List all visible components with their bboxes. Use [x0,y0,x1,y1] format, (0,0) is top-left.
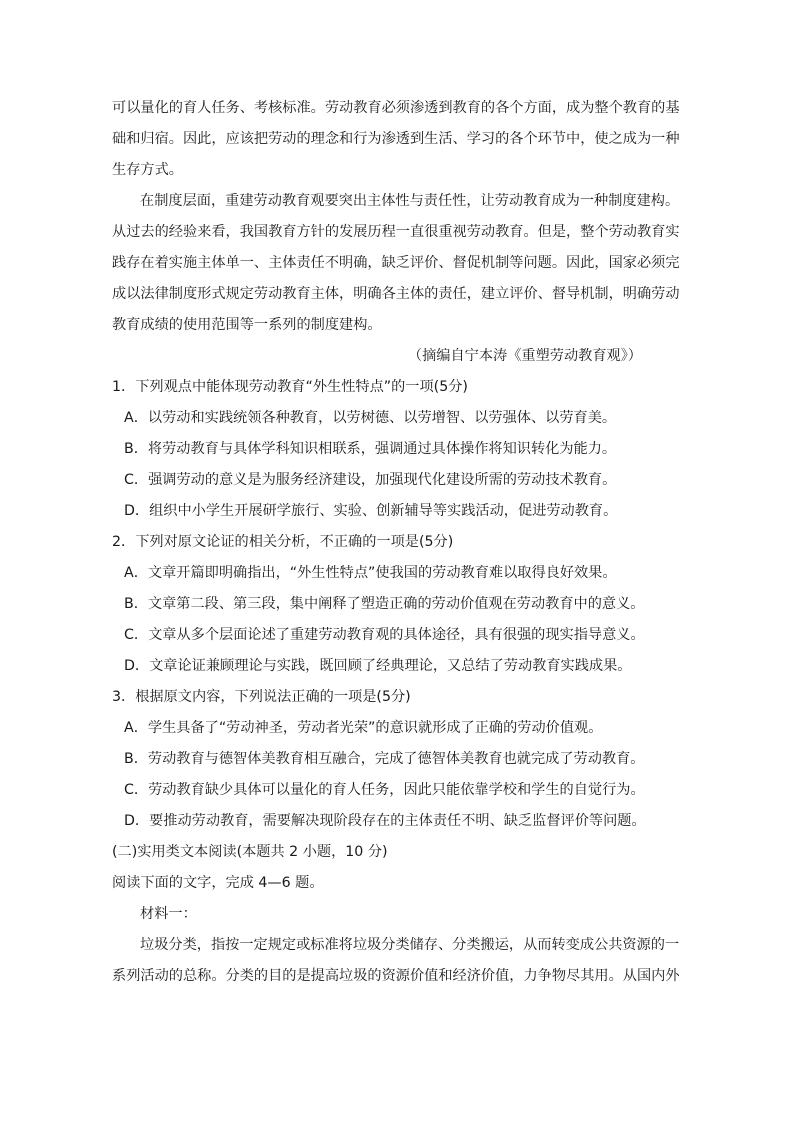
passage-line: 从过去的经验来看，我国教育方针的发展历程一直很重视劳动教育。但是，整个劳动教育实 [112,224,680,240]
passage-line: 生存方式。 [112,162,183,178]
passage-line: 教育成绩的使用范围等一系列的制度建构。 [112,317,382,333]
material-line: 垃圾分类，指按一定规定或标准将垃圾分类储存、分类搬运，从而转变成公共资源的一 [140,937,680,953]
passage-line: 在制度层面，重建劳动教育观要突出主体性与责任性，让劳动教育成为一种制度建构。 [140,193,680,209]
material-line: 系列活动的总称。分类的目的是提高垃圾的资源价值和经济价值，力争物尽其用。从国内外 [112,968,680,984]
section-instruction: 阅读下面的文字，完成 4—6 题。 [112,875,324,891]
question-option: D．组织中小学生开展研学旅行、实验、创新辅导等实践活动，促进劳动教育。 [124,503,618,519]
passage-line: 成以法律制度形式规定劳动教育主体，明确各主体的责任，建立评价、督导机制，明确劳动 [112,286,680,302]
question-option: A．以劳动和实践统领各种教育，以劳树德、以劳增智、以劳强体、以劳育美。 [124,410,617,426]
question-option: A．文章开篇即明确指出，“外生性特点”使我国的劳动教育难以取得良好效果。 [124,565,617,581]
question-option: A．学生具备了“劳动神圣，劳动者光荣”的意识就形成了正确的劳动价值观。 [124,720,603,736]
passage-source: （摘编自宁本涛《重塑劳动教育观》） [407,348,642,364]
question-option: C．强调劳动的意义是为服务经济建设，加强现代化建设所需的劳动技术教育。 [124,472,617,488]
question-option: D．要推动劳动教育，需要解决现阶段存在的主体责任不明、缺乏监督评价等问题。 [124,813,646,829]
question-option: C．劳动教育缺少具体可以量化的育人任务，因此只能依靠学校和学生的自觉行为。 [124,782,645,798]
passage-line: 可以量化的育人任务、考核标准。劳动教育必须渗透到教育的各个方面，成为整个教育的基 [112,100,680,116]
passage-line: 础和归宿。因此，应该把劳动的理念和行为渗透到生活、学习的各个环节中，使之成为一种 [112,131,680,147]
question-option: B．文章第二段、第三段，集中阐释了塑造正确的劳动价值观在劳动教育中的意义。 [124,596,645,612]
passage-line: 践存在着实施主体单一、主体责任不明确，缺乏评价、督促机制等问题。因此，国家必须完 [112,255,680,271]
question-option: D．文章论证兼顾理论与实践，既回顾了经典理论，又总结了劳动教育实践成果。 [124,658,632,674]
section-heading: (二)实用类文本阅读(本题共 2 小题，10 分) [112,844,388,860]
question-option: C．文章从多个层面论述了重建劳动教育观的具体途径，具有很强的现实指导意义。 [124,627,645,643]
question-stem: 1．下列观点中能体现劳动教育“外生性特点”的一项(5分) [112,379,468,395]
question-option: B．将劳动教育与具体学科知识相联系，强调通过具体操作将知识转化为能力。 [124,441,617,457]
question-stem: 2．下列对原文论证的相关分析，不正确的一项是(5分) [112,534,454,550]
material-label: 材料一： [140,906,197,922]
question-option: B．劳动教育与德智体美教育相互融合，完成了德智体美教育也就完成了劳动教育。 [124,751,645,767]
question-stem: 3．根据原文内容，下列说法正确的一项是(5分) [112,689,411,705]
